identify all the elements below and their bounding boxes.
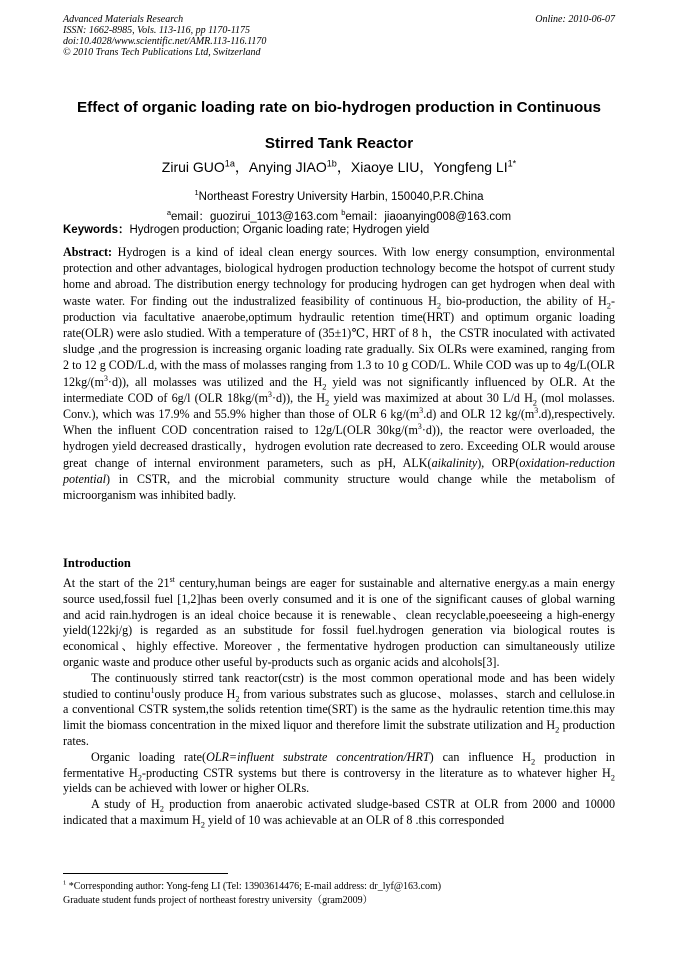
abstract-italic: oxidation-reduction potential xyxy=(63,455,615,486)
abstract-italic: aikalinity xyxy=(431,455,478,470)
intro-text: -producting CSTR systems but there is controversy in the literature as to whatever higher H xyxy=(141,765,611,780)
intro-text: At the start of the 21 xyxy=(63,576,170,590)
abstract-label: Abstract: xyxy=(63,245,113,259)
intro-text: production from anaerobic activated sludge-based CSTR at OLR from 2000 and 10000 indicated that a maximum H xyxy=(63,797,615,827)
intro-text: ously produce H xyxy=(154,686,236,701)
superscript: 3 xyxy=(268,389,272,399)
copyright-line: © 2010 Trans Tech Publications Ltd, Switzerland xyxy=(63,47,261,58)
subscript: 2 xyxy=(606,300,611,311)
footnote-corresponding-author: *Corresponding author: Yong-feng LI (Tel: 13903614476; E-mail address: dr_lyf@163.com) xyxy=(66,881,442,892)
abstract-text: .d) and OLR 12 kg/(m xyxy=(423,407,535,422)
superscript: 3 xyxy=(534,406,539,415)
subscript: 2 xyxy=(235,692,240,703)
keywords-label: Keywords： xyxy=(63,224,130,236)
author-2: Anying JIAO xyxy=(248,159,327,175)
abstract-text: ·d)), the reactor were overloaded, the hydrogen yield decreased drastically，hydrogen evolution rate decreased to zero. Exceeding OLR would arouse great change of internal environment parameters, such as pH, ALK( xyxy=(63,423,615,470)
subscript: 2 xyxy=(322,381,327,392)
email-b-mark: b xyxy=(341,208,346,218)
subscript: 2 xyxy=(610,771,615,782)
superscript: 3 xyxy=(417,422,422,432)
intro-paragraph-4 xyxy=(63,797,615,829)
superscript: 3 xyxy=(419,406,424,415)
subscript: 2 xyxy=(325,397,330,408)
title-line-2: Stirred Tank Reactor xyxy=(264,135,414,152)
footnotes xyxy=(63,880,638,908)
abstract-text: yield was maximized at about 30 L/d H xyxy=(329,390,533,405)
author-1-affil: 1a xyxy=(224,158,235,169)
abstract-text: -production via facultative anaerobe,optimum hydraulic retention time(HRT) and optimum organic loading rate(OLR) were aslo studied. With a temperature of (35±1)℃, HRT of 8 h，the CSTR inoculated with activated sludge ,and the progression is increasing organic loading rate gradually. Six OLRs were examined, ranging from 2 to 12 g COD/L.d, with the mass of molasses ranging from 1.3 to 10 g COD/L. While COD was up to 4g/L(OLR 12kg/(m xyxy=(63,293,615,389)
intro-text: Organic loading rate( xyxy=(91,749,207,764)
footnote-mark: 1 xyxy=(63,879,67,887)
affiliation xyxy=(63,187,615,207)
abstract-text: ) in CSTR, and the microbial community structure would change while the metabolism of microorganism was inhibited badly. xyxy=(63,471,615,503)
subscript: 2 xyxy=(555,724,560,735)
author-sep: ， xyxy=(419,159,434,175)
intro-text: ) can influence H xyxy=(429,749,532,764)
email-a-mark: a xyxy=(166,208,172,218)
affiliation-mark: 1 xyxy=(194,188,199,198)
abstract-text: .d),respectively. When the influent COD concentration raised to 12g/L(OLR 30kg/(m xyxy=(63,407,615,438)
keywords xyxy=(63,222,615,238)
paper-title xyxy=(63,90,615,162)
footnote-funding: Graduate student funds project of northeast forestry university（gram2009） xyxy=(63,895,373,906)
intro-paragraph-1 xyxy=(63,576,615,671)
intro-text: production in fermentative H xyxy=(63,749,615,780)
online-date: Online: 2010-06-07 xyxy=(535,14,615,25)
section-heading-introduction: Introduction xyxy=(63,556,131,570)
intro-paragraph-3 xyxy=(63,750,615,797)
author-3: Xiaoye LIU xyxy=(350,159,420,175)
intro-paragraph-2 xyxy=(63,671,615,750)
abstract-text: (mol molasses. Conv.), which was 17.9% and 55.9% higher than those of OLR 6 kg/(m xyxy=(63,390,615,422)
author-sep: ， xyxy=(234,159,249,175)
email-a[interactable]: email：guozirui_1013@163.com xyxy=(171,211,342,223)
abstract-text: ·d)), the H xyxy=(271,390,326,405)
intro-text: century,human beings are eager for sustainable and alternative energy.as a main energy source used,fossil fuel [1,2]has been overly consumed and it is one of the significant causes of global warning and acid rain.hydrogen is an ideal choice because it is renewable、clean recyclable,poeeseeing a high-energy yield(122kj/g) is regarded as an substitude for fossil fuel.hydrogen generation via biological routes is economical、highly effective. Moreover , the fermentative hydrogen production can simultaneously utilize organic waste and produce other useful by-products such as organic acids and alcohols[3]. xyxy=(63,576,616,669)
author-sep: ， xyxy=(336,159,351,175)
abstract-text: bio-production, the ability of H xyxy=(441,293,607,308)
abstract-text: ·d)), all molasses was utilized and the H xyxy=(107,374,323,389)
affiliation-text: Northeast Forestry University Harbin, 150040,P.R.China xyxy=(198,191,484,203)
journal-name: Advanced Materials Research xyxy=(63,14,184,25)
intro-text: production rates. xyxy=(63,718,616,748)
author-4-affil: 1* xyxy=(507,158,517,169)
title-line-1: Effect of organic loading rate on bio-hydrogen production in Continuous xyxy=(77,99,601,116)
author-4: Yongfeng LI xyxy=(433,159,508,175)
issn-line: ISSN: 1662-8985, Vols. 113-116, pp 1170-1175 xyxy=(63,25,251,36)
intro-text: A study of H xyxy=(91,797,160,812)
email-b[interactable]: email：jiaoanying008@163.com xyxy=(345,211,512,223)
subscript: 2 xyxy=(532,397,538,408)
intro-italic: OLR=influent substrate concentration/HRT xyxy=(206,749,430,764)
intro-text: yields can be achieved with lower or higher OLRs. xyxy=(63,781,310,796)
journal-meta xyxy=(63,14,615,58)
footnote-1 xyxy=(63,880,638,894)
intro-text: yield of 10 was achievable at an OLR of 8 .this corresponded xyxy=(204,812,505,827)
abstract-text: yield was not significantly influenced by OLR. At the intermediate COD of 6g/l (OLR 18kg/(m xyxy=(63,374,616,405)
footnote-divider xyxy=(63,873,228,874)
subscript: 2 xyxy=(159,803,165,814)
superscript: 1 xyxy=(150,685,155,695)
author-2-affil: 1b xyxy=(326,158,337,169)
subscript: 2 xyxy=(436,300,442,311)
abstract xyxy=(63,244,615,503)
abstract-text: ), ORP( xyxy=(477,455,520,470)
intro-text: The continuously stirred tank reactor(cstr) is the most common operational mode and has been widely studied to continu xyxy=(63,670,615,701)
doi-line: doi:10.4028/www.scientific.net/AMR.113-116.1170 xyxy=(63,36,267,47)
superscript: 3 xyxy=(103,373,108,383)
author-list xyxy=(63,158,615,176)
author-1: Zirui GUO xyxy=(161,159,225,175)
superscript: st xyxy=(169,574,175,584)
subscript: 2 xyxy=(137,771,142,782)
subscript: 2 xyxy=(531,756,536,767)
introduction-body xyxy=(63,576,615,829)
intro-text: from various substrates such as glucose、molasses、starch and cellulose.in a conventional CSTR system,the solids retention time(SRT) is the same as the hydraulic retention time.this may limit the biomass concentration in the mixed liquor and therefore limit the substrate utilization and H xyxy=(63,686,615,733)
keywords-text: Hydrogen production; Organic loading rate; Hydrogen yield xyxy=(129,224,430,236)
abstract-text: Hydrogen is a kind of ideal clean energy sources. With low energy consumption, environmental protection and other advantages, biological hydrogen production technology become the hotspot of current study home and abroad. The distribution energy technology for producing hydrogen can get hydrogen when deal with waste water. For finding out the industralized feasibility of continuous H xyxy=(63,245,615,308)
subscript: 2 xyxy=(200,819,205,830)
